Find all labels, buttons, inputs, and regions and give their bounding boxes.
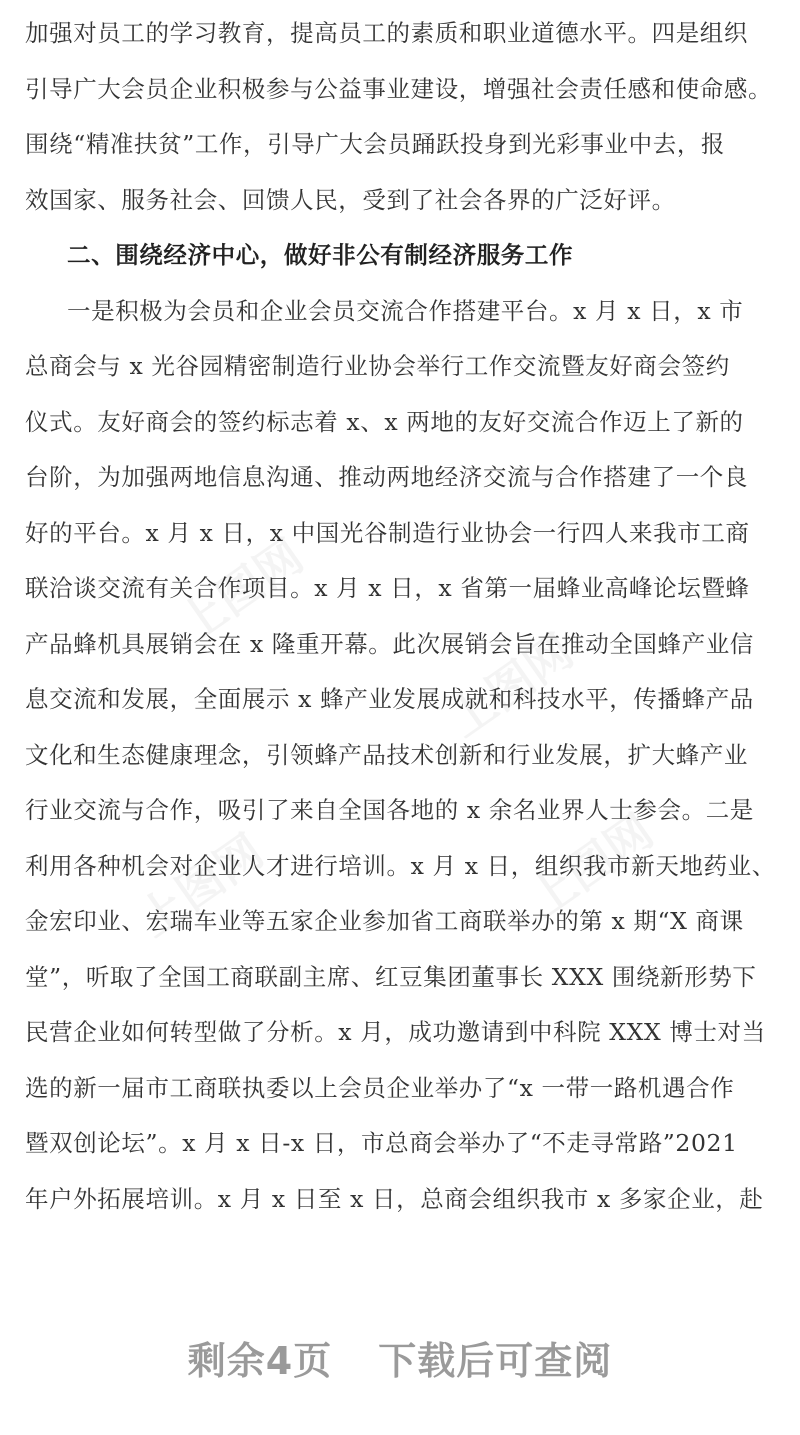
- text-line: 台阶，为加强两地信息沟通、推动两地经济交流与合作搭建了一个良: [25, 463, 748, 491]
- text-line: 效国家、服务社会、回馈人民，受到了社会各界的广泛好评。: [25, 185, 676, 214]
- download-prompt[interactable]: [0, 1330, 800, 1385]
- download-to-view-label: 下载后可查阅: [378, 1339, 613, 1383]
- text-line: 加强对员工的学习教育，提高员工的素质和职业道德水平。四是组织: [25, 19, 748, 47]
- section-heading: 二、围绕经济中心，做好非公有制经济服务工作: [67, 241, 574, 269]
- text-line: 产品蜂机具展销会在 x 隆重开幕。此次展销会旨在推动全国蜂产业信: [25, 629, 754, 658]
- text-line: 堂”，听取了全国工商联副主席、红豆集团董事长 XXX 围绕新形势下: [25, 962, 757, 991]
- watermark: 上图网: [518, 803, 663, 928]
- text-line: 暨双创论坛”。x 月 x 日-x 日，市总商会举办了“不走寻常路”2021: [25, 1129, 738, 1157]
- text-line: 息交流和发展，全面展示 x 蜂产业发展成就和科技水平，传播蜂产品: [25, 685, 754, 713]
- text-line: 民营企业如何转型做了分析。x 月，成功邀请到中科院 XXX 博士对当: [25, 1018, 766, 1046]
- text-line: 利用各种机会对企业人才进行培训。x 月 x 日，组织我市新天地药业、: [25, 851, 776, 880]
- watermark: 上图网: [168, 528, 313, 653]
- text-line: 金宏印业、宏瑞车业等五家企业参加省工商联举办的第 x 期“X 商课: [25, 907, 744, 935]
- text-line: 文化和生态健康理念，引领蜂产品技术创新和行业发展，扩大蜂产业: [25, 740, 748, 769]
- watermark: 上图网: [128, 823, 273, 948]
- text-line: 选的新一届市工商联执委以上会员企业举办了“x 一带一路机遇合作: [25, 1073, 735, 1102]
- text-line: 总商会与 x 光谷园精密制造行业协会举行工作交流暨友好商会签约: [25, 352, 730, 380]
- text-line: 引导广大会员企业积极参与公益事业建设，增强社会责任感和使命感。: [25, 74, 773, 103]
- text-line: 联洽谈交流有关合作项目。x 月 x 日，x 省第一届蜂业高峰论坛暨蜂: [25, 574, 750, 602]
- remaining-pages-label: 剩余4页: [187, 1339, 333, 1383]
- document-body: [25, 6, 777, 1227]
- text-line: 好的平台。x 月 x 日，x 中国光谷制造行业协会一行四人来我市工商: [25, 518, 750, 547]
- text-line: 行业交流与合作，吸引了来自全国各地的 x 余名业界人士参会。二是: [25, 796, 754, 824]
- text-line: 仪式。友好商会的签约标志着 x、x 两地的友好交流合作迈上了新的: [25, 407, 744, 436]
- text-line: 围绕“精准扶贫”工作，引导广大会员踊跃投身到光彩事业中去，报: [25, 130, 726, 158]
- text-line: 年户外拓展培训。x 月 x 日至 x 日，总商会组织我市 x 多家企业，赴: [25, 1184, 764, 1213]
- text-line: 一是积极为会员和企业会员交流合作搭建平台。x 月 x 日，x 市: [67, 296, 744, 325]
- watermark: 上图网: [438, 623, 583, 748]
